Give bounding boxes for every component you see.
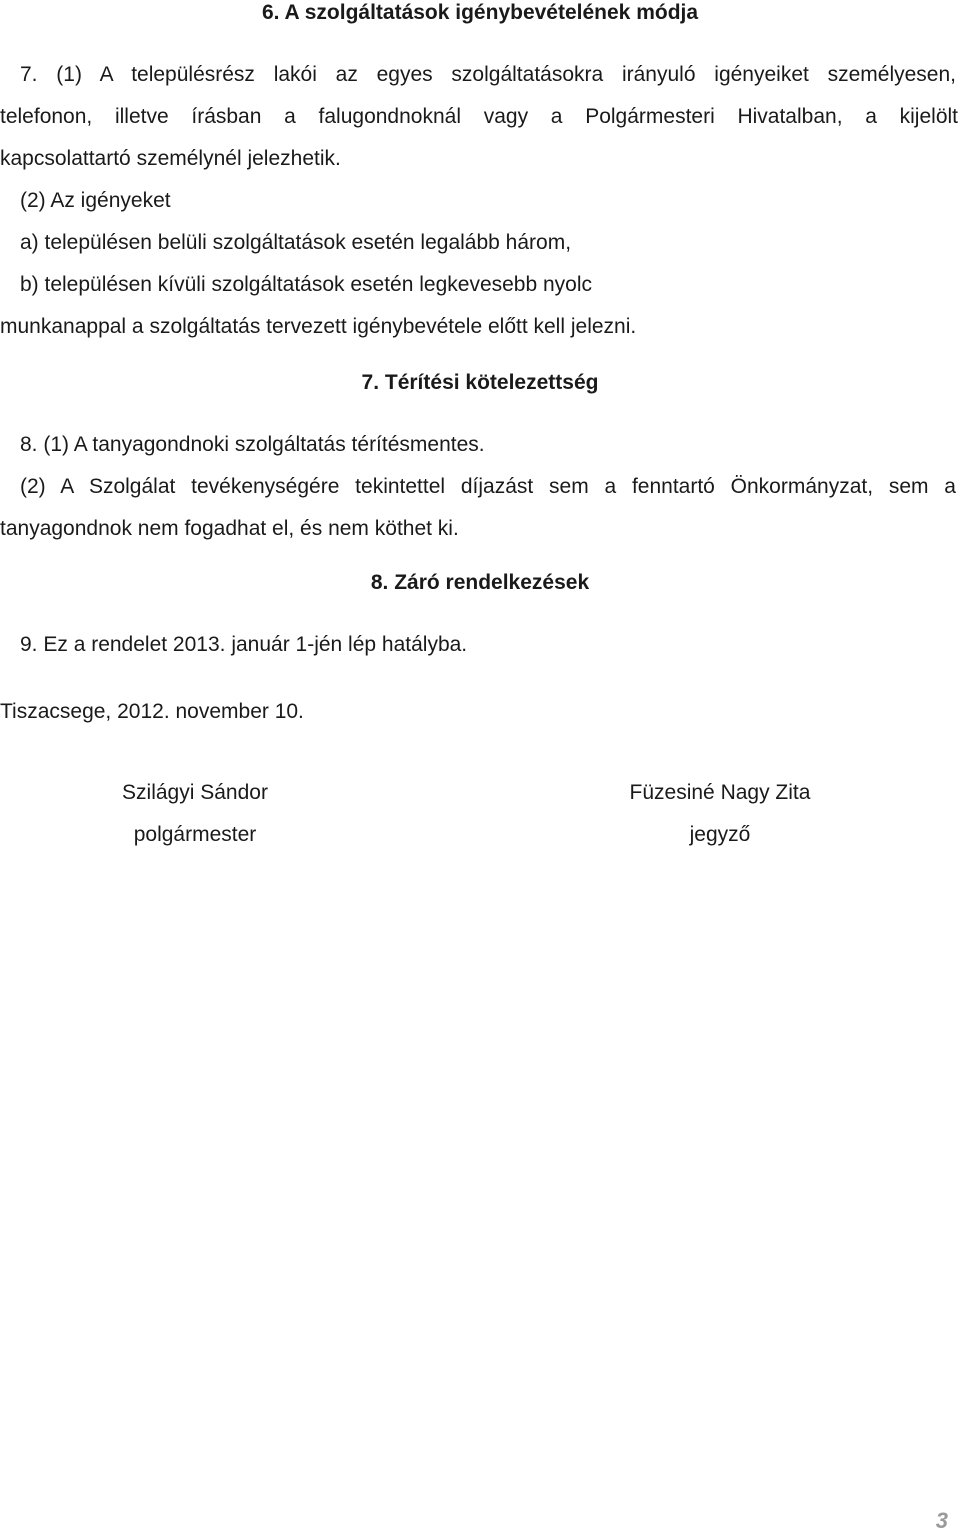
- paragraph-7-2-end: munkanappal a szolgáltatás tervezett igénybevétele előtt kell jelezni.: [0, 315, 637, 338]
- paragraph-7-2-intro: (2) Az igényeket: [20, 189, 171, 212]
- signature-right-name: Füzesiné Nagy Zita: [629, 781, 811, 804]
- page-number: 3: [935, 1508, 948, 1533]
- signature-left-title: polgármester: [133, 823, 257, 846]
- section-6-heading: 6. A szolgáltatások igénybevételének módja: [261, 1, 699, 24]
- signature-right-title: jegyző: [689, 823, 751, 846]
- section-8-heading: 8. Záró rendelkezések: [370, 571, 590, 594]
- signature-left-name: Szilágyi Sándor: [122, 781, 268, 804]
- paragraph-7-1-line-3: kapcsolattartó személynél jelezhetik.: [0, 147, 341, 170]
- paragraph-7-2-item-b: b) településen kívüli szolgáltatások esetén legkevesebb nyolc: [20, 273, 593, 296]
- paragraph-8-2-line-1: (2) A Szolgálat tevékenységére tekintettel díjazást sem a fenntartó Önkormányzat, sem a: [20, 475, 956, 498]
- paragraph-7-1-line-1: 7. (1) A településrész lakói az egyes szolgáltatásokra irányuló igényeiket személyesen,: [20, 63, 956, 86]
- section-7-heading: 7. Térítési kötelezettség: [361, 371, 599, 394]
- paragraph-8-1: 8. (1) A tanyagondnoki szolgáltatás térítésmentes.: [20, 433, 485, 456]
- paragraph-9: 9. Ez a rendelet 2013. január 1-jén lép hatályba.: [20, 633, 468, 656]
- paragraph-7-2-item-a: a) településen belüli szolgáltatások esetén legalább három,: [20, 231, 572, 254]
- paragraph-7-1-line-2: telefonon, illetve írásban a falugondnoknál vagy a Polgármesteri Hivatalban, a kijelölt: [0, 105, 958, 128]
- place-and-date: Tiszacsege, 2012. november 10.: [0, 700, 304, 723]
- paragraph-8-2-line-2: tanyagondnok nem fogadhat el, és nem köthet ki.: [0, 517, 459, 540]
